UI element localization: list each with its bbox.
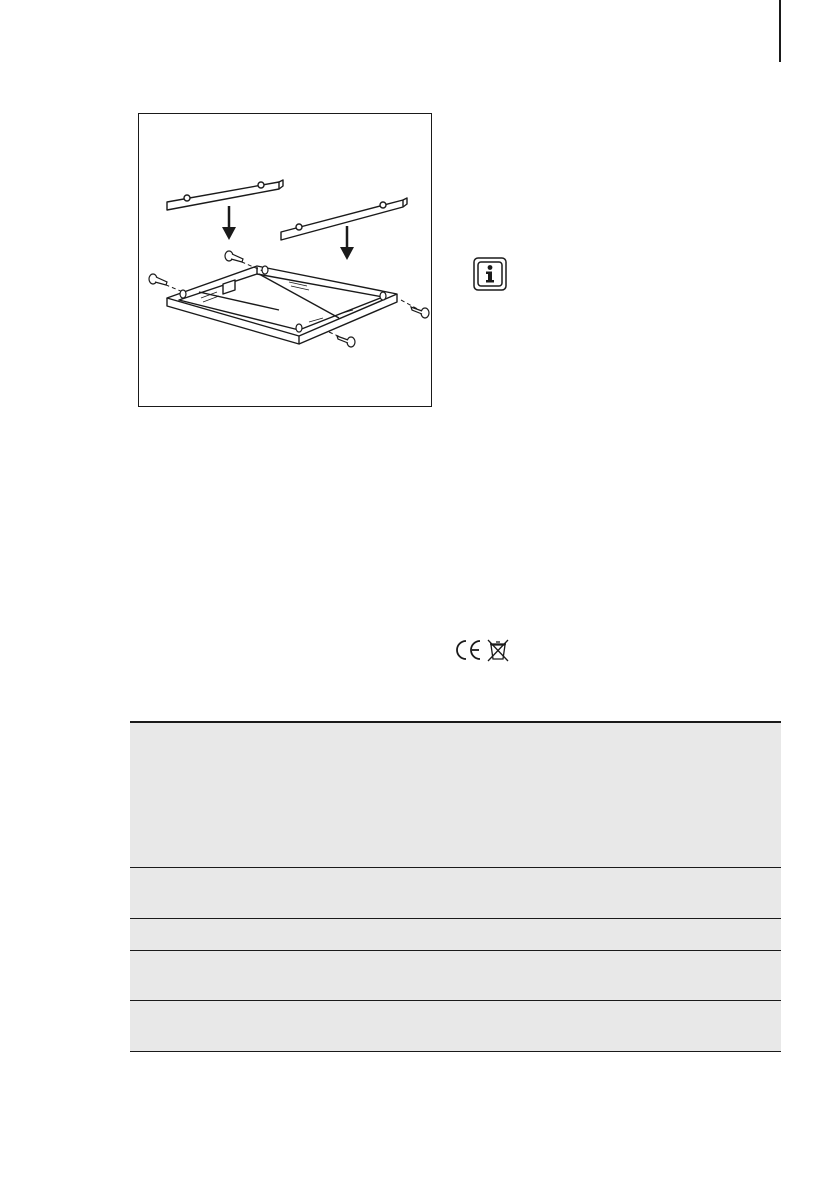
info-icon <box>473 257 507 291</box>
table-row <box>130 723 781 868</box>
assembly-figure <box>138 113 432 407</box>
table-row <box>130 919 781 951</box>
table-row <box>130 951 781 1001</box>
page-edge-rule <box>779 0 781 62</box>
table-row <box>130 868 781 919</box>
table-row <box>130 1001 781 1052</box>
crossed-bin-icon <box>488 640 508 661</box>
technical-data-table <box>130 721 781 1052</box>
shelf-rail-assembly-illustration <box>139 114 433 408</box>
ce-mark-icon <box>454 638 512 662</box>
